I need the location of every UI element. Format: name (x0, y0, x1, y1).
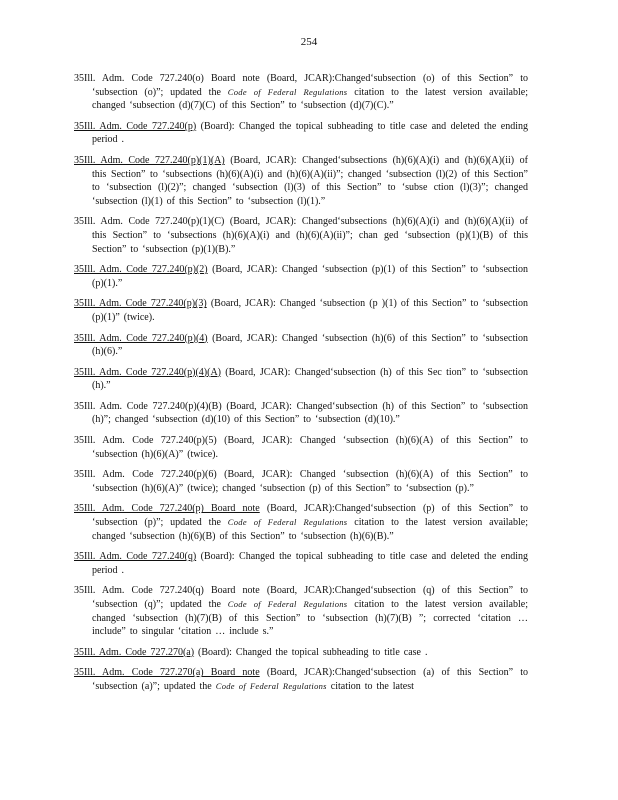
amendment-entry (74, 468, 528, 495)
amendment-note-text: (Board): Changed the topical subheading to title case and deleted the ending period . (92, 120, 528, 146)
amendment-note-text: (Board, JCAR):Changed‘subsection (p) of this Section” to ‘subsection (p)”; updated the (92, 503, 528, 529)
amendment-note-text: citation to the latest (326, 680, 414, 692)
citation-reference: 35Ill. Adm. Code 727.240(p)(5) (74, 435, 217, 447)
amendment-entry (74, 332, 528, 359)
amendment-note-text: (Board, JCAR): Changed‘subsection (h) of this Sec tion” to ‘subsection (h).” (92, 366, 528, 392)
amendment-entry (74, 215, 528, 256)
amendment-entry (74, 646, 528, 660)
citation-reference: 35Ill. Adm. Code 727.240(p)(6) (74, 469, 217, 481)
citation-reference: 35Ill. Adm. Code 727.240(p)(2) (74, 264, 208, 276)
amendment-note-text: (Board, JCAR): Changed ‘subsection (h)(6)(A) of this Section” to ‘subsection (h)(6)(A)” (twice); changed ‘subsection (p) of this Section” to ‘subsection (p).” (92, 469, 528, 494)
page-number: 254 (300, 36, 318, 48)
cfr-title-italic: Code of Federal Regulations (227, 517, 348, 528)
amendment-note-text: (Board, JCAR):Changed‘subsection (q) of this Section” to ‘subsection (q)”; updated the (92, 585, 528, 610)
cfr-title-italic: Code of Federal Regulations (215, 680, 327, 691)
amendment-note-text: (Board, JCAR): Changed ‘subsection (p)(1) of this Section” to ‘subsection (p)(1).” (92, 264, 529, 289)
citation-reference: 35Ill. Adm. Code 727.240(p)(3) (74, 298, 207, 310)
amendment-note-text: (Board, JCAR): Changed‘subsection (h) of this Section” to ‘subsection (h)”; changed ‘subsection (d)(10) of this Section” to ‘subsection (d)(10).” (92, 400, 529, 426)
citation-reference: 35Ill. Adm. Code 727.240(q) (74, 551, 197, 563)
amendment-note-text: (Board, JCAR): Changed ‘subsection (h)(6)(A) of this Section” to ‘subsection (h)(6)(A)” (twice). (92, 435, 528, 460)
amendment-entry (74, 502, 528, 543)
amendment-entry (74, 584, 528, 638)
citation-reference: 35Ill. Adm. Code 727.240(p)(4)(A) (74, 366, 222, 378)
amendment-note-text: (Board): Changed the topical subheading to title case and deleted the ending period . (92, 551, 528, 576)
amendment-entry (74, 297, 528, 324)
citation-reference: 35Ill. Adm. Code 727.240(p) (74, 120, 197, 132)
amendment-note-text: (Board, JCAR): Changed ‘subsection (h)(6) of this Section” to ‘subsection (h)(6).” (92, 332, 529, 358)
citation-reference: 35Ill. Adm. Code 727.240(p) Board note (74, 503, 260, 515)
citation-reference: 35Ill. Adm. Code 727.240(o) Board note (74, 73, 260, 84)
amendment-note-text: (Board, JCAR): Changed ‘subsection (p )(1) of this Section” to ‘subsection (p)(1)” (twice). (92, 298, 529, 323)
citation-reference: 35Ill. Adm. Code 727.240(p)(4)(B) (74, 400, 222, 412)
amendment-entry (74, 263, 528, 290)
amendment-entry (74, 154, 528, 208)
amendment-entry (74, 666, 528, 693)
amendment-note-text: citation to the latest version available; changed ‘subsection (h)(7)(B) of this Section” to ‘subsection (h)(7)(B) ”; corrected ‘citation … include” to singular ‘citation … include s.” (92, 599, 528, 638)
amendment-note-text: (Board, JCAR): Changed‘subsections (h)(6)(A)(i) and (h)(6)(A)(ii) of this Section” to ‘subsections (h)(6)(A)(i) and (h)(6)(A)(ii)”; chan ged ‘subsection (p)(1)(B) of this Section” to ‘subsection (p)(1)(B).” (92, 216, 528, 255)
citation-reference: 35Ill. Adm. Code 727.270(a) Board note (74, 667, 260, 679)
amendment-note-text: (Board, JCAR):Changed‘subsection (o) of this Section” to ‘subsection (o)”; updated the (92, 73, 528, 98)
amendment-list (74, 72, 528, 701)
citation-reference: 35Ill. Adm. Code 727.240(p)(1)(A) (74, 154, 225, 166)
amendment-entry (74, 72, 528, 113)
cfr-title-italic: Code of Federal Regulations (227, 599, 348, 609)
citation-reference: 35Ill. Adm. Code 727.240(q) Board note (74, 585, 260, 597)
amendment-note-text: (Board, JCAR): Changed‘subsections (h)(6)(A)(i) and (h)(6)(A)(ii) of this Section” to ‘subsections (h)(6)(A)(i) and (h)(6)(A)(ii)”; changed ‘subsection (l)(2) of this Section” to ‘subsection (l)(2)”; changed ‘subsection (l)(3) of this Section” to ‘subse ction (l)(3)”; changed ‘subsection (l)(1) of this Section” to ‘subsection (l)(1).” (92, 154, 528, 207)
amendment-entry (74, 550, 528, 577)
cfr-title-italic: Code of Federal Regulations (227, 86, 348, 97)
amendment-note-text: citation to the latest version available; changed ‘subsection (h)(6)(B) of this Section” to ‘subsection (h)(6)(B).” (92, 517, 528, 542)
amendment-entry (74, 400, 528, 427)
amendment-entry (74, 434, 528, 461)
amendment-entry (74, 120, 528, 147)
amendment-entry (74, 366, 528, 393)
citation-reference: 35Ill. Adm. Code 727.270(a) (74, 646, 195, 658)
amendment-note-text: citation to the latest version available; changed ‘subsection (d)(7)(C) of this Section” to ‘subsection (d)(7)(C).” (92, 86, 528, 112)
amendment-note-text: (Board): Changed the topical subheading to title case . (194, 646, 428, 658)
citation-reference: 35Ill. Adm. Code 727.240(p)(4) (74, 332, 208, 344)
amendment-note-text: (Board, JCAR):Changed‘subsection (a) of this Section” to ‘subsection (a)”; updated the (92, 667, 528, 692)
citation-reference: 35Ill. Adm. Code 727.240(p)(1)(C) (74, 216, 225, 228)
